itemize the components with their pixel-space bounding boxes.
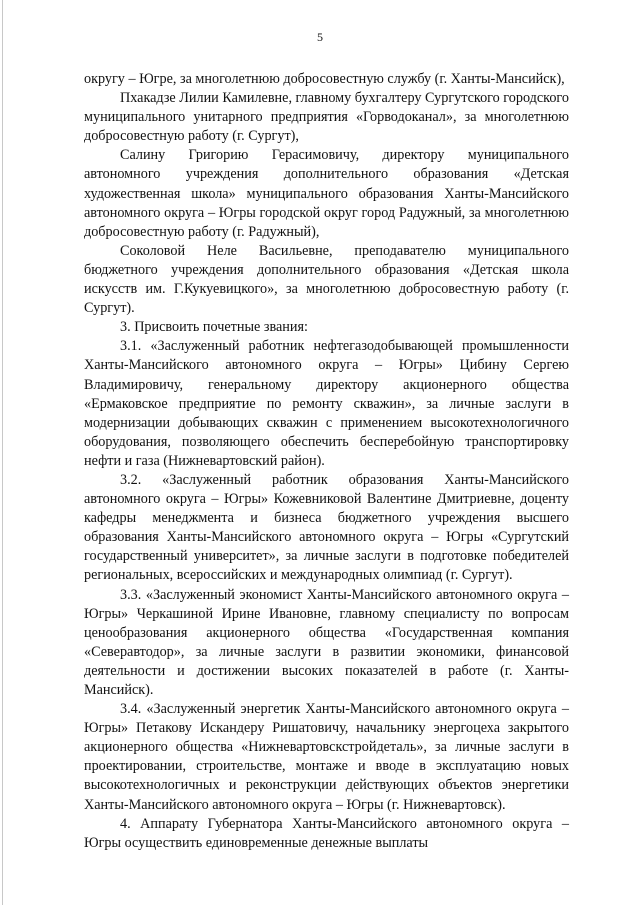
paragraph-item-3-3: 3.3. «Заслуженный экономист Ханты-Мансийского автономного округа – Югры» Черкашиной Ирине Ивановне, главному специалисту по вопросам ценообразования акционерного общества «Государственная компания «Северавтодор», за личные заслуги в развитии экономики, финансовой деятельности и достижении высоких показателей в работе (г. Ханты-Мансийск). [84, 586, 569, 698]
paragraph-item-3-1: 3.1. «Заслуженный работник нефтегазодобывающей промышленности Ханты-Мансийского автономного округа – Югры» Цибину Сергею Владимировичу, генеральному директору акционерного общества «Ермаковское предприятие по ремонту скважин», за личные заслуги в модернизации добывающих скважин с применением высокотехнологичного оборудования, позволяющего обеспечить бесперебойную транспортировку нефти и газа (Нижневартовский район). [84, 338, 569, 469]
paragraph-item-3-4: 3.4. «Заслуженный энергетик Ханты-Мансийского автономного округа – Югры» Петакову Искандеру Ришатовичу, начальнику энергоцеха закрытого акционерного общества «Нижневартовскстройдеталь», за личные заслуги в проектировании, строительстве, монтаже и вводе в эксплуатацию новых высокотехнологичных и реконструкции действующих объектов энергетики Ханты-Мансийского автономного округа – Югры (г. Нижневартовск). [84, 701, 569, 813]
paragraph-award-phakadze: Пхакадзе Лилии Камилевне, главному бухгалтеру Сургутского городского муниципального унитарного предприятия «Горводоканал», за многолетнюю добросовестную работу (г. Сургут), [84, 90, 569, 145]
paragraph-section-4: 4. Аппарату Губернатора Ханты-Мансийского автономного округа – Югры осуществить единовременные денежные выплаты [84, 815, 569, 851]
paragraph-section-3-heading: 3. Присвоить почетные звания: [120, 319, 308, 336]
scan-edge [2, 0, 3, 905]
page-number: 5 [317, 30, 323, 44]
paragraph-award-continuation: округу – Югре, за многолетнюю добросовестную службу (г. Ханты-Мансийск), [84, 71, 565, 87]
document-body [84, 70, 569, 853]
paragraph-award-sokolova: Соколовой Неле Васильевне, преподавателю муниципального бюджетного учреждения дополнительного образования «Детская школа искусств им. Г.Кукуевицкого», за многолетнюю добросовестную работу (г. Сургут). [84, 242, 569, 317]
paragraph-item-3-2: 3.2. «Заслуженный работник образования Ханты-Мансийского автономного округа – Югры» Кожевниковой Валентине Дмитриевне, доценту кафедры менеджмента и бизнеса бюджетного учреждения высшего образования Ханты-Мансийского автономного округа – Югры «Сургутский государственный университет», за личные заслуги в подготовке победителей региональных, всероссийских и международных олимпиад (г. Сургут). [84, 471, 569, 584]
paragraph-award-salin: Салину Григорию Герасимовичу, директору муниципального автономного учреждения дополнительного образования «Детская художественная школа» муниципального образования Ханты-Мансийского автономного округа – Югры городской округ город Радужный, за многолетнюю добросовестную работу (г. Радужный), [84, 147, 569, 240]
